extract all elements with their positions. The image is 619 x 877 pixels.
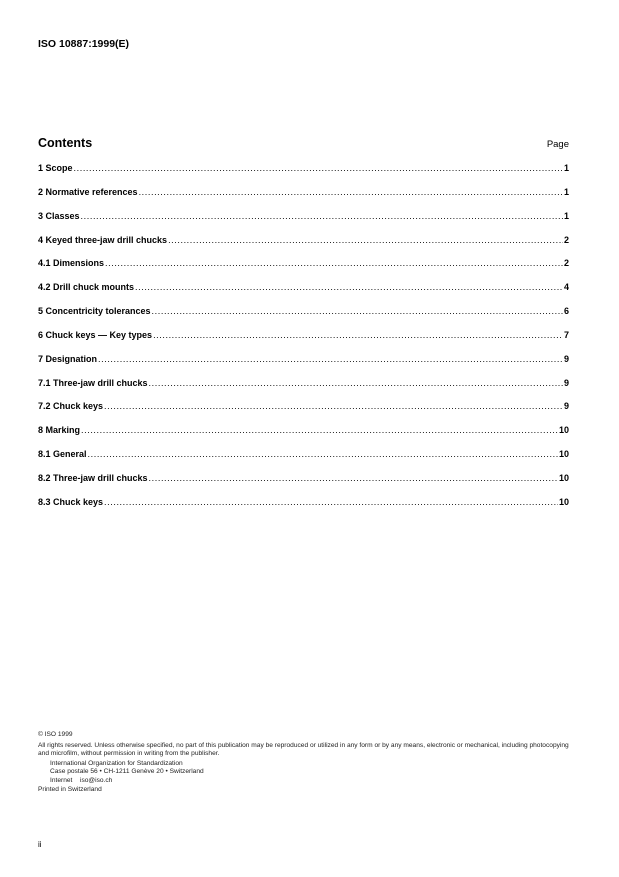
toc-entry-title: 8 Marking [38,425,81,436]
contents-heading-row [38,136,569,150]
toc-entry-title: 8.3 Chuck keys [38,496,104,507]
toc-entry-title: 4 Keyed three-jaw drill chucks [38,234,168,245]
toc-entry-title: 8.2 Three-jaw drill chucks [38,472,148,483]
dot-leader [152,306,563,316]
dot-leader [149,473,558,483]
toc-entry-scope[interactable] [38,163,569,187]
toc-entry-classes[interactable] [38,211,569,235]
toc-entry-concentricity[interactable] [38,306,569,330]
dot-leader [168,235,563,245]
dot-leader [135,282,563,292]
toc-entry-title: 5 Concentricity tolerances [38,306,151,317]
dot-leader [88,449,558,459]
dot-leader [98,354,563,364]
dot-leader [74,163,563,173]
copyright-line: © ISO 1999 [38,731,73,738]
toc-entry-marking[interactable] [38,425,569,449]
toc-entry-page: 9 [563,353,569,364]
toc-entry-title: 7.2 Chuck keys [38,401,104,412]
toc-entry-page: 10 [558,449,569,460]
toc-entry-title: 3 Classes [38,210,80,221]
toc-entry-page: 7 [563,329,569,340]
toc-entry-chuck-mounts[interactable] [38,282,569,306]
toc-entry-keyed-chucks[interactable] [38,235,569,259]
dot-leader [153,330,563,340]
internet-contact [38,777,573,786]
toc-entry-page: 9 [563,377,569,388]
email-link[interactable]: iso@iso.ch [80,776,113,784]
dot-leader [139,187,563,197]
dot-leader [149,378,563,388]
toc-entry-page: 10 [558,425,569,436]
toc-entry-marking-general[interactable] [38,449,569,473]
table-of-contents [38,163,569,521]
copyright-footer [38,731,573,794]
organization-address: Case postale 56 • CH-1211 Genève 20 • Switzerland [50,768,204,776]
dot-leader [104,497,558,507]
toc-entry-page: 9 [563,401,569,412]
toc-entry-title: 6 Chuck keys — Key types [38,329,153,340]
toc-entry-marking-keys[interactable] [38,497,569,521]
organization-name: International Organization for Standardization [50,759,183,767]
printed-in: Printed in Switzerland [38,785,102,793]
page-column-label: Page [546,139,569,150]
internet-label: Internet [50,776,73,784]
toc-entry-designation-keys[interactable] [38,401,569,425]
toc-entry-chuck-keys-types[interactable] [38,330,569,354]
toc-entry-normative-references[interactable] [38,187,569,211]
toc-entry-page: 1 [563,186,569,197]
toc-entry-title: 4.1 Dimensions [38,258,105,269]
toc-entry-title: 1 Scope [38,163,73,173]
toc-entry-page: 1 [563,210,569,221]
rights-notice: All rights reserved. Unless otherwise specified, no part of this publication may be reproduced or utilized in any form or by any means, electronic or mechanical, including photocopying and microfilm, without permission in writing from the publisher. [38,741,569,758]
toc-entry-title: 7 Designation [38,353,98,364]
page-number: ii [38,840,42,849]
toc-entry-title: 8.1 General [38,449,87,460]
document-id-header: ISO 10887:1999(E) [38,38,130,50]
toc-entry-page: 6 [563,306,569,317]
dot-leader [104,401,563,411]
toc-entry-page: 2 [563,258,569,269]
toc-entry-title: 2 Normative references [38,186,138,197]
toc-entry-title: 4.2 Drill chuck mounts [38,282,135,293]
toc-entry-dimensions[interactable] [38,258,569,282]
dot-leader [81,425,558,435]
toc-entry-designation[interactable] [38,354,569,378]
contents-title: Contents [38,136,93,150]
toc-entry-title: 7.1 Three-jaw drill chucks [38,377,148,388]
toc-entry-page: 1 [563,163,569,173]
dot-leader [81,211,563,221]
toc-entry-page: 2 [563,234,569,245]
toc-entry-page: 4 [563,282,569,293]
dot-leader [105,258,563,268]
toc-entry-designation-chucks[interactable] [38,378,569,402]
toc-entry-page: 10 [558,496,569,507]
toc-entry-page: 10 [558,472,569,483]
toc-entry-marking-chucks[interactable] [38,473,569,497]
